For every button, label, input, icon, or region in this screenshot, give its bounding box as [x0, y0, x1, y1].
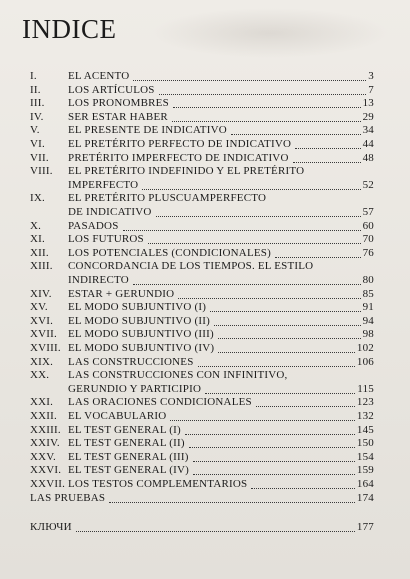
page-number: 3: [368, 70, 374, 82]
page-number: 48: [362, 151, 374, 164]
chapter-title: КЛЮЧИ: [30, 521, 72, 534]
page-number: 174: [356, 491, 374, 504]
leader-dots: [218, 337, 361, 339]
chapter-title: LAS PRUEBAS: [30, 491, 106, 504]
chapter-title: EL PRETÉRITO INDEFINIDO Y EL PRETÉRITO: [68, 165, 305, 178]
chapter-title: EL TEST GENERAL (IV): [68, 464, 190, 477]
chapter-number: XV.: [30, 301, 48, 314]
chapter-title: EL TEST GENERAL (I): [68, 423, 181, 436]
chapter-number: XXIII.: [30, 423, 61, 436]
page-number: 177: [356, 521, 374, 534]
page-number: 154: [356, 450, 374, 463]
leader-dots: [148, 242, 361, 244]
chapter-number: XVII.: [30, 328, 57, 341]
chapter-number: XVI.: [30, 314, 54, 327]
leader-dots: [293, 161, 361, 163]
page-number: 76: [362, 246, 374, 259]
page-number: 145: [356, 423, 374, 436]
chapter-number: XIV.: [30, 287, 52, 300]
chapter-number: XXIV.: [30, 437, 60, 450]
chapter-number: XIX.: [30, 355, 54, 368]
page-number: 80: [362, 273, 374, 286]
leader-dots: [198, 365, 355, 367]
chapter-number: VII.: [30, 151, 49, 164]
leader-dots: [218, 351, 355, 353]
page-number: 102: [356, 342, 374, 354]
page-number: 94: [362, 314, 374, 327]
chapter-title: DE INDICATIVO: [68, 205, 152, 218]
leader-dots: [142, 188, 360, 190]
leader-dots: [189, 446, 355, 448]
chapter-number: III.: [30, 97, 45, 110]
chapter-number: XVIII.: [30, 342, 61, 354]
page-number: 132: [356, 410, 374, 422]
page-number: 91: [362, 301, 374, 314]
page-number: 70: [362, 233, 374, 246]
chapter-title: SER ESTAR HABER: [68, 110, 168, 123]
page-smudge: [150, 8, 390, 58]
page-number: 34: [362, 124, 374, 137]
page-number: 115: [357, 382, 374, 395]
chapter-title: ESTAR + GERUNDIO: [68, 287, 175, 300]
page-number: 85: [362, 287, 374, 300]
page-number: 123: [356, 396, 374, 409]
chapter-title: LOS TESTOS COMPLEMENTARIOS: [68, 478, 248, 490]
chapter-title: LAS CONSTRUCCIONES CON INFINITIVO,: [68, 369, 288, 382]
chapter-number: II.: [30, 83, 41, 96]
chapter-title: LOS PRONOMBRES: [68, 97, 169, 110]
chapter-number: XX.: [30, 369, 50, 382]
chapter-title: PASADOS: [68, 219, 119, 232]
chapter-title: LAS CONSTRUCCIONES: [68, 355, 194, 368]
chapter-title: EL MODO SUBJUNTIVO (IV): [68, 342, 215, 354]
chapter-title: EL MODO SUBJUNTIVO (II): [68, 314, 210, 327]
chapter-number: IX.: [30, 192, 45, 205]
leader-dots: [214, 324, 361, 326]
leader-dots: [170, 419, 354, 421]
page-number: 57: [362, 205, 374, 218]
chapter-title: EL PRETÉRITO PERFECTO DE INDICATIVO: [68, 138, 292, 150]
chapter-number: X.: [30, 219, 42, 232]
chapter-number: XXVI.: [30, 464, 62, 477]
chapter-title: EL PRETÉRITO PLUSCUAMPERFECTO: [68, 192, 267, 205]
leader-dots: [210, 310, 360, 312]
chapter-number: XXV.: [30, 450, 56, 463]
chapter-title: LOS POTENCIALES (CONDICIONALES): [68, 246, 271, 259]
page-number: 44: [362, 138, 374, 150]
leader-dots: [133, 283, 361, 285]
leader-dots: [109, 501, 355, 503]
page-number: 29: [362, 110, 374, 123]
chapter-number: XXI.: [30, 396, 54, 409]
leader-dots: [295, 147, 360, 149]
page-title: INDICE: [22, 14, 117, 44]
leader-dots: [76, 530, 355, 532]
page-number: 60: [362, 219, 374, 232]
page-number: 106: [356, 355, 374, 368]
chapter-title: EL TEST GENERAL (III): [68, 450, 189, 463]
chapter-number: XII.: [30, 246, 49, 259]
chapter-title: EL ACENTO: [68, 70, 130, 82]
leader-dots: [193, 460, 355, 462]
page-number: 52: [362, 178, 374, 191]
chapter-title: EL MODO SUBJUNTIVO (I): [68, 301, 207, 314]
chapter-number: I.: [30, 70, 37, 82]
chapter-title: CONCORDANCIA DE LOS TIEMPOS. EL ESTILO: [68, 260, 314, 273]
page-number: 13: [362, 97, 374, 110]
chapter-number: V.: [30, 124, 40, 137]
chapter-title: EL TEST GENERAL (II): [68, 437, 185, 450]
chapter-number: XXII.: [30, 410, 57, 422]
chapter-number: XIII.: [30, 260, 53, 273]
leader-dots: [205, 392, 355, 394]
chapter-title: GERUNDIO Y PARTICIPIO: [68, 382, 202, 395]
chapter-number: XXVII.: [30, 478, 66, 490]
page-number: 150: [356, 437, 374, 450]
leader-dots: [256, 405, 355, 407]
leader-dots: [159, 93, 367, 95]
chapter-title: LOS ARTÍCULOS: [68, 83, 155, 96]
leader-dots: [123, 229, 361, 231]
page-number: 164: [356, 478, 374, 490]
leader-dots: [251, 487, 355, 489]
chapter-title: EL PRESENTE DE INDICATIVO: [68, 124, 227, 137]
chapter-title: LAS ORACIONES CONDICIONALES: [68, 396, 252, 409]
chapter-number: XI.: [30, 233, 45, 246]
page-number: 159: [356, 464, 374, 477]
leader-dots: [156, 215, 361, 217]
leader-dots: [231, 133, 361, 135]
chapter-number: IV.: [30, 110, 44, 123]
page-number: 98: [362, 328, 374, 341]
leader-dots: [185, 433, 355, 435]
page-number: 7: [368, 83, 374, 96]
chapter-title: LOS FUTUROS: [68, 233, 144, 246]
chapter-number: VIII.: [30, 165, 53, 178]
chapter-title: EL VOCABULARIO: [68, 410, 167, 422]
leader-dots: [173, 106, 361, 108]
chapter-number: VI.: [30, 138, 45, 150]
chapter-title: IMPERFECTO: [68, 178, 139, 191]
leader-dots: [193, 473, 355, 475]
chapter-title: EL MODO SUBJUNTIVO (III): [68, 328, 214, 341]
chapter-title: INDIRECTO: [68, 273, 129, 286]
leader-dots: [172, 120, 361, 122]
leader-dots: [133, 79, 366, 81]
leader-dots: [178, 297, 360, 299]
chapter-title: PRETÉRITO IMPERFECTO DE INDICATIVO: [68, 151, 289, 164]
leader-dots: [275, 256, 361, 258]
